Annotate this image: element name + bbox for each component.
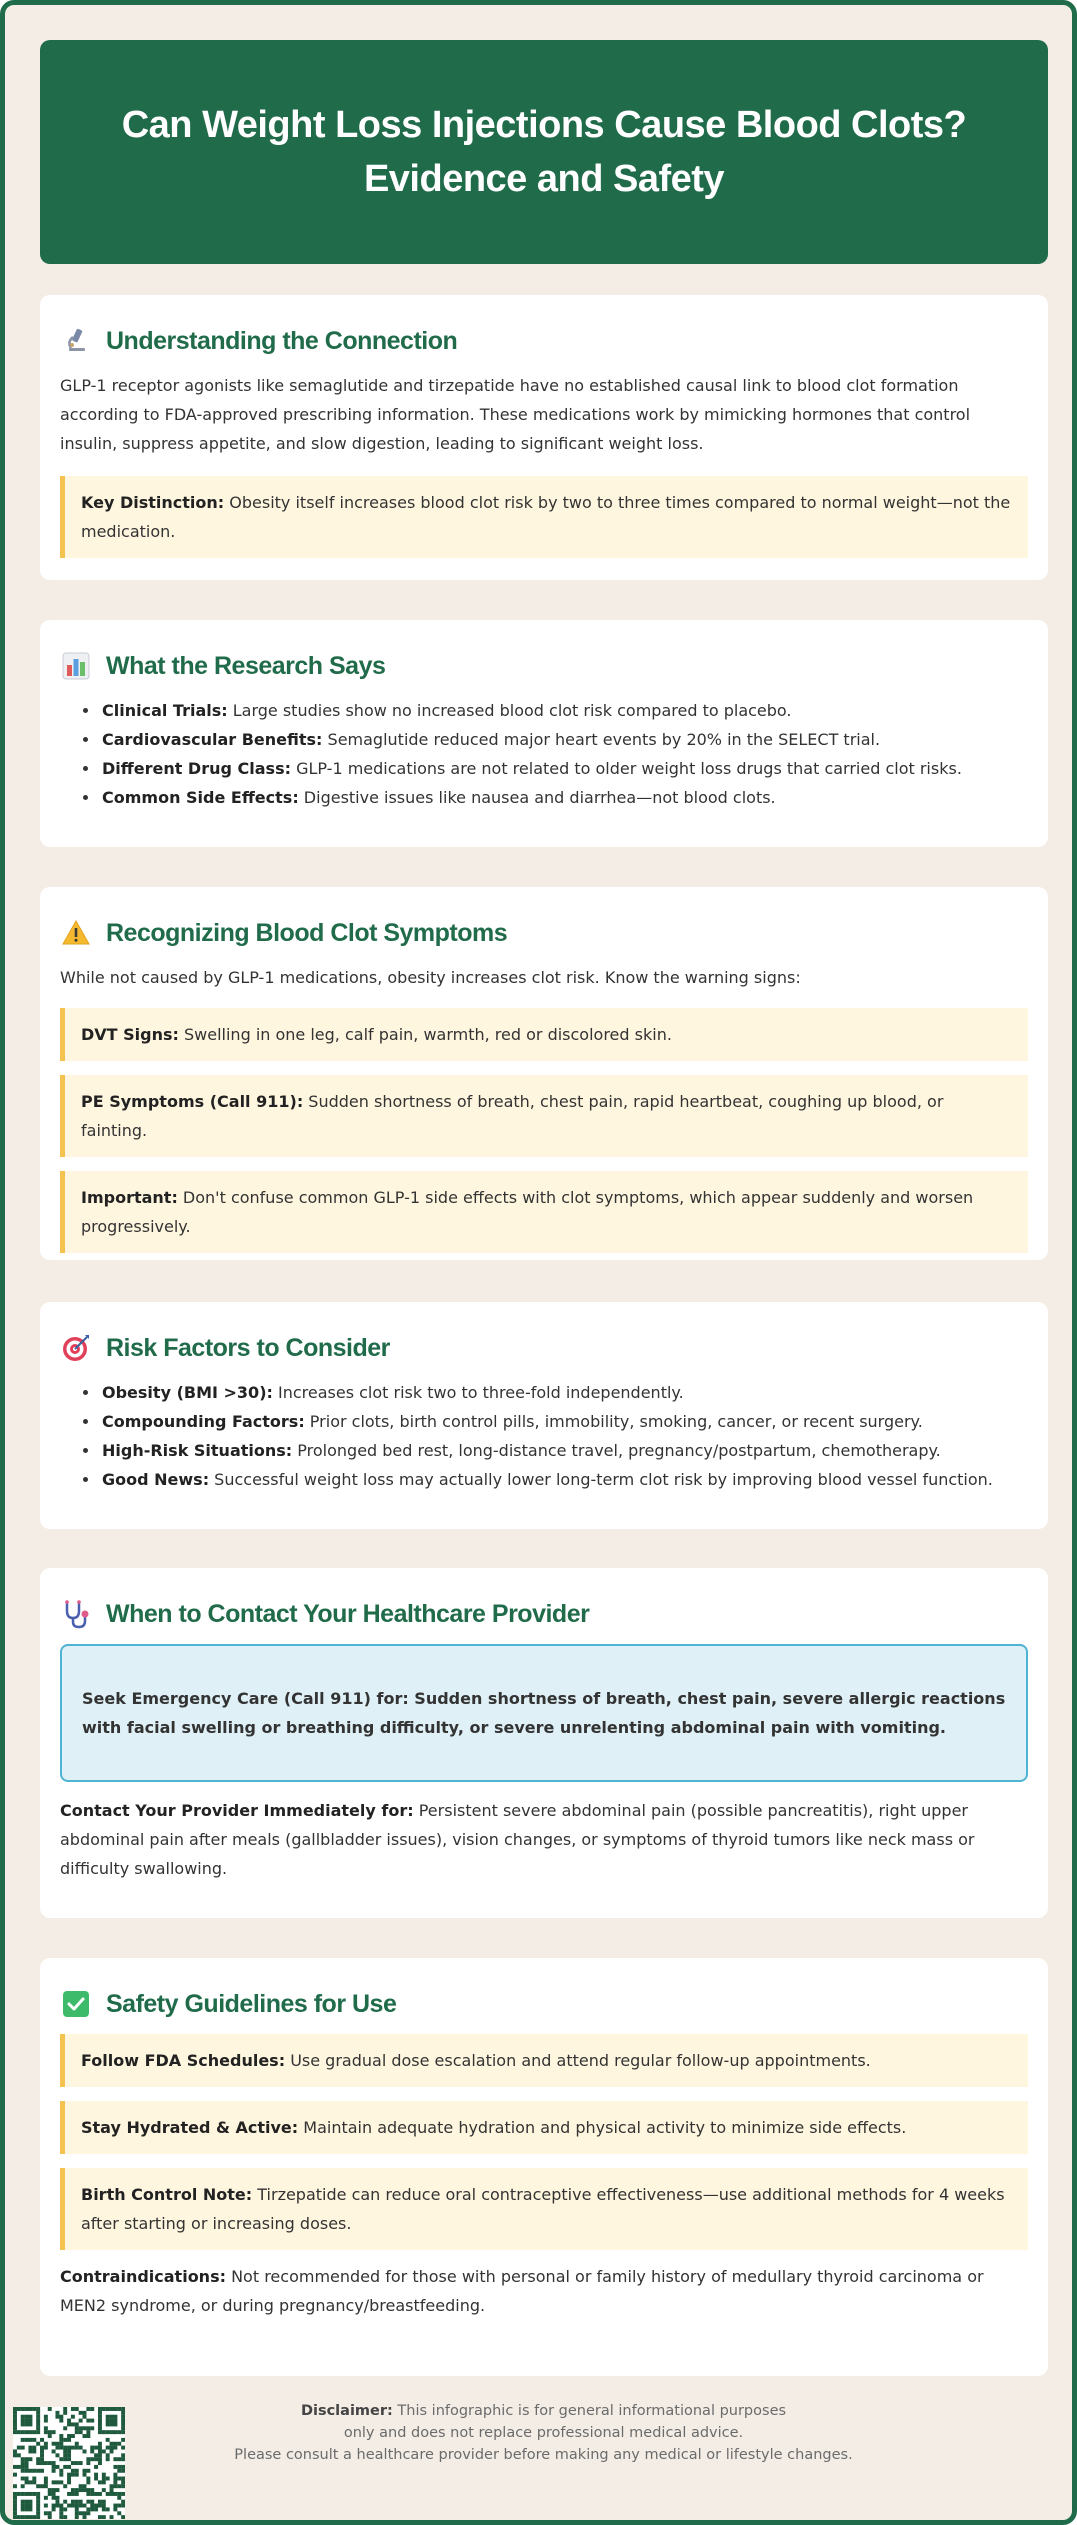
list-item [100,725,1028,754]
note-text: Obesity itself increases blood clot risk by two to three times compared to normal weight—not the medication. [81,493,1011,541]
note-text: Don't confuse common GLP-1 side effects with clot symptoms, which appear suddenly and worsen progressively. [81,1188,974,1236]
hydrated-active-note [60,2101,1028,2154]
disclaimer-line-1 [5,2400,1077,2422]
list-item [100,754,1028,783]
contra-label: Contraindications: [60,2267,226,2286]
section-title: When to Contact Your Healthcare Provider [106,1599,590,1628]
warning-icon [60,917,92,949]
risk-list [100,1378,1028,1494]
note-label: Key Distinction: [81,493,225,512]
list-item [100,1465,1028,1494]
section-safety-guidelines [40,1958,1048,2376]
note-text: Sudden shortness of breath, chest pain, rapid heartbeat, coughing up blood, or fainting. [81,1092,944,1140]
microscope-icon [60,325,92,357]
item-label: Compounding Factors: [102,1412,305,1431]
stethoscope-icon [60,1598,92,1630]
note-label: Follow FDA Schedules: [81,2051,286,2070]
provider-label: Contact Your Provider Immediately for: [60,1801,414,1820]
item-text: Prior clots, birth control pills, immobility, smoking, cancer, or recent surgery. [304,1412,923,1431]
note-label: PE Symptoms (Call 911): [81,1092,304,1111]
section-title: Risk Factors to Consider [106,1333,390,1362]
important-note [60,1171,1028,1253]
fda-schedules-note [60,2034,1028,2087]
list-item [100,783,1028,812]
section-risk-factors [40,1302,1048,1529]
section-header [60,1328,1028,1368]
item-label: Obesity (BMI >30): [102,1383,273,1402]
note-text: Swelling in one leg, calf pain, warmth, red or discolored skin. [178,1025,672,1044]
item-text: Semaglutide reduced major heart events by 20% in the SELECT trial. [322,730,881,749]
note-text: Maintain adequate hydration and physical activity to minimize side effects. [298,2118,907,2137]
bar-chart-icon [60,650,92,682]
section-title: Recognizing Blood Clot Symptoms [106,918,508,947]
note-label: Stay Hydrated & Active: [81,2118,299,2137]
provider-text: Persistent severe abdominal pain (possible pancreatitis), right upper abdominal pain after meals (gallbladder issues), vision changes, or symptoms of thyroid tumors like neck mass or difficulty swallowing. [60,1801,975,1878]
section-title: Understanding the Connection [106,326,458,355]
disclaimer-line-2: only and does not replace professional medical advice. [343,2425,744,2441]
section-header [60,913,1028,953]
section-header [60,646,1028,686]
section-intro: While not caused by GLP-1 medications, obesity increases clot risk. Know the warning signs: [60,968,801,987]
page-title: Can Weight Loss Injections Cause Blood Clots? Evidence and Safety [121,104,967,200]
section-header [60,1594,1028,1634]
item-text: Successful weight loss may actually lower long-term clot risk by improving blood vessel function. [209,1470,993,1489]
item-text: GLP-1 medications are not related to older weight loss drugs that carried clot risks. [290,759,962,778]
target-icon [60,1332,92,1364]
section-symptoms [40,887,1048,1260]
note-label: Birth Control Note: [81,2185,253,2204]
item-text: Large studies show no increased blood clot risk compared to placebo. [227,701,792,720]
contra-text: Not recommended for those with personal or family history of medullary thyroid carcinoma or MEN2 syndrome, or during pregnancy/breastfeeding. [60,2267,984,2315]
disclaimer-text: This infographic is for general informational purposes [392,2403,787,2419]
item-label: High-Risk Situations: [102,1441,293,1460]
note-label: DVT Signs: [81,1025,179,1044]
disclaimer-label: Disclaimer: [300,2403,393,2419]
research-list [100,696,1028,812]
disclaimer-line-3: Please consult a healthcare provider before making any medical or lifestyle changes. [234,2447,853,2463]
page-header [40,40,1048,264]
note-text: Use gradual dose escalation and attend regular follow-up appointments. [285,2051,871,2070]
list-item [100,1436,1028,1465]
pe-symptoms-note [60,1075,1028,1157]
item-text: Prolonged bed rest, long-distance travel, pregnancy/postpartum, chemotherapy. [292,1441,941,1460]
list-item [100,696,1028,725]
provider-paragraph [60,1796,1028,1883]
dvt-signs-note [60,1008,1028,1061]
item-text: Digestive issues like nausea and diarrhea—not blood clots. [298,788,776,807]
section-research [40,620,1048,847]
emergency-callout: Seek Emergency Care (Call 911) for: Sudden shortness of breath, chest pain, severe allergic reactions with facial swelling or breathing difficulty, or severe unrelenting abdominal pain with vomiting. [60,1644,1028,1782]
item-label: Common Side Effects: [102,788,299,807]
item-label: Clinical Trials: [102,701,228,720]
contraindications-paragraph [60,2262,1028,2320]
item-label: Cardiovascular Benefits: [102,730,323,749]
section-paragraph: GLP-1 receptor agonists like semaglutide and tirzepatide have no established causal link to blood clot formation according to FDA-approved prescribing information. These medications work by mimicking hormones that control insulin, suppress appetite, and slow digestion, leading to significant weight loss. [60,376,971,453]
note-text: Tirzepatide can reduce oral contraceptive effectiveness—use additional methods for 4 weeks after starting or increasing doses. [81,2185,1005,2233]
note-label: Important: [81,1188,178,1207]
list-item [100,1407,1028,1436]
section-title: Safety Guidelines for Use [106,1989,397,2018]
item-text: Increases clot risk two to three-fold independently. [272,1383,684,1402]
list-item [100,1378,1028,1407]
section-header [60,321,1028,361]
section-contact-provider [40,1568,1048,1918]
item-label: Good News: [102,1470,210,1489]
birth-control-note [60,2168,1028,2250]
checkmark-icon [60,1988,92,2020]
item-label: Different Drug Class: [102,759,291,778]
section-understanding [40,295,1048,580]
disclaimer-footer [5,2400,1077,2466]
key-distinction-note [60,476,1028,558]
section-header [60,1984,1028,2024]
section-title: What the Research Says [106,651,386,680]
